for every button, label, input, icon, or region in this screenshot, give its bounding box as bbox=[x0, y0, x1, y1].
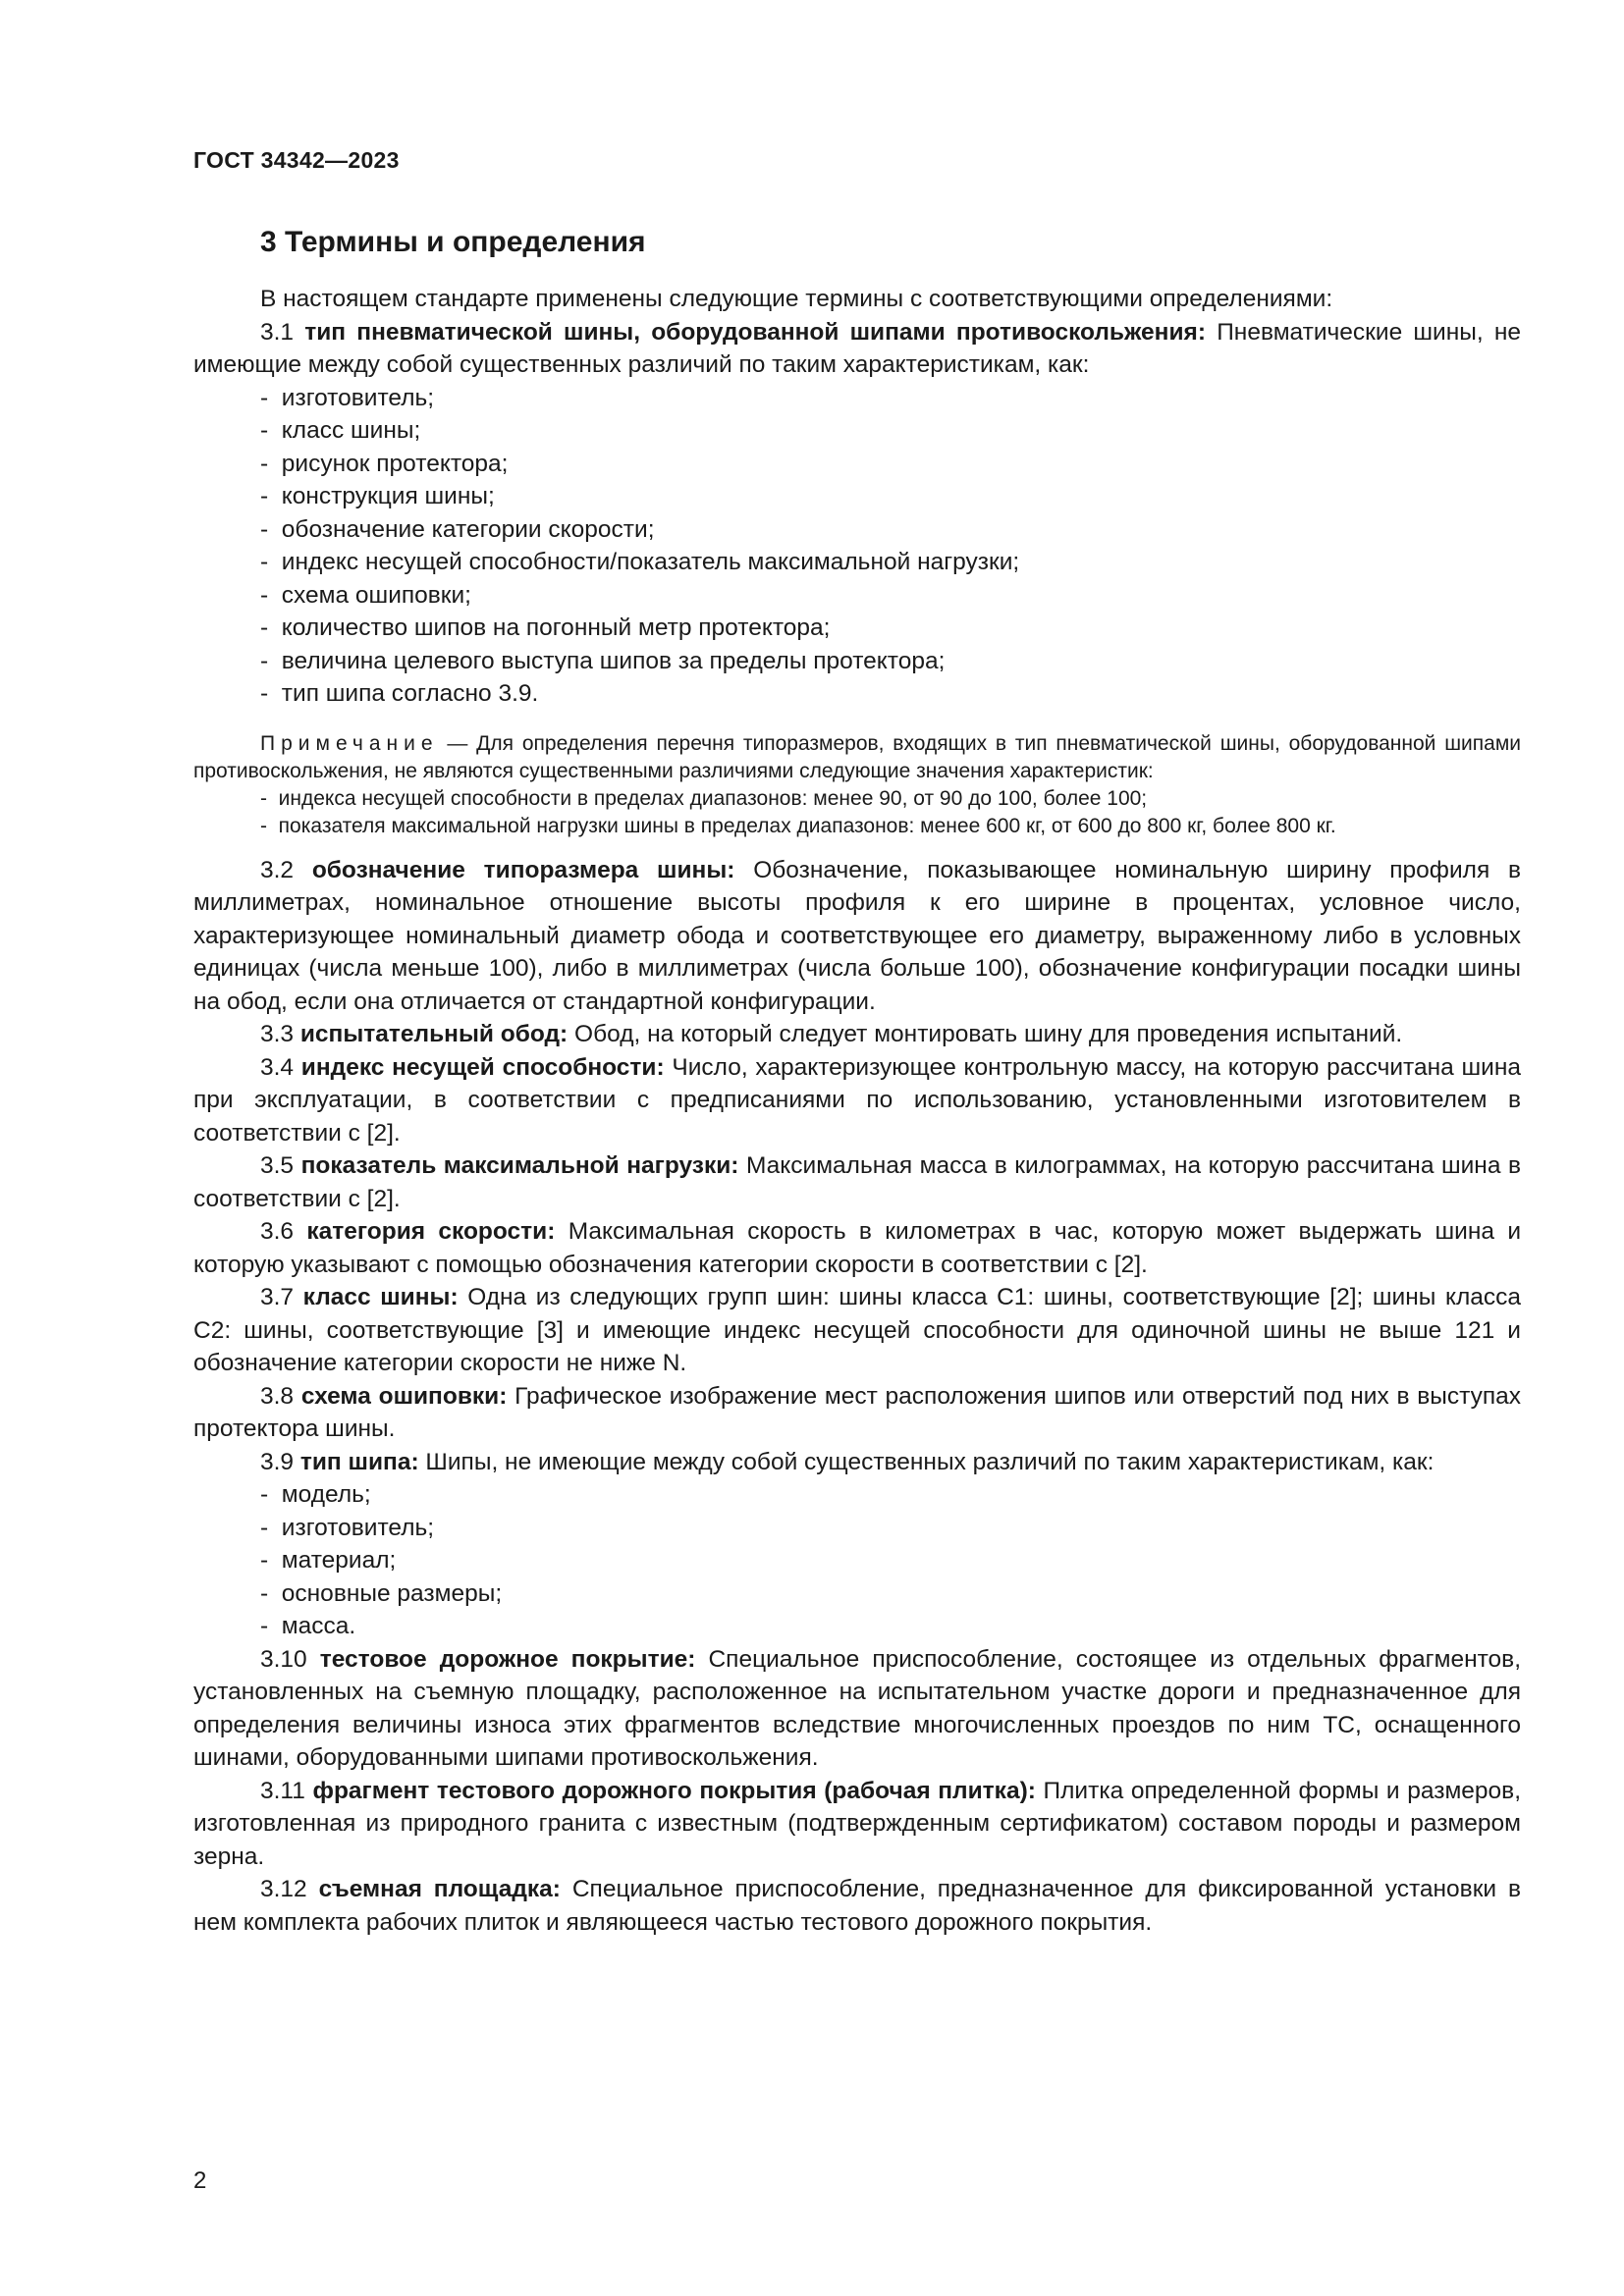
term-definition: Шипы, не имеющие между собой существенных различий по таким характеристикам, как: bbox=[425, 1448, 1435, 1475]
list-item: - индекса несущей способности в пределах диапазонов: менее 90, от 90 до 100, более 100; bbox=[260, 785, 1521, 813]
term-definition: Максимальная скорость в километрах в час, которую может выдержать шина и которую указывают с помощью обозначения категории скорости в соответствии с [2]. bbox=[193, 1218, 1521, 1278]
list-item: - показателя максимальной нагрузки шины в пределах диапазонов: менее 600 кг, от 600 до 800 кг, более 800 кг. bbox=[260, 813, 1521, 840]
term-3-6 bbox=[193, 1215, 1521, 1281]
term-name: фрагмент тестового дорожного покрытия (рабочая плитка): bbox=[312, 1777, 1036, 1804]
term-name: тестовое дорожное покрытие: bbox=[319, 1645, 696, 1673]
term-number: 3.7 bbox=[260, 1284, 295, 1310]
term-3-4 bbox=[193, 1051, 1521, 1150]
stud-type-characteristics-list bbox=[193, 1478, 1521, 1643]
list-item: - материал; bbox=[260, 1544, 1521, 1577]
term-3-10 bbox=[193, 1643, 1521, 1775]
term-name: испытательный обод: bbox=[299, 1021, 568, 1047]
term-number: 3.2 bbox=[260, 856, 295, 883]
term-name: класс шины: bbox=[302, 1284, 459, 1310]
list-item: - количество шипов на погонный метр протектора; bbox=[260, 612, 1521, 645]
term-definition: Число, характеризующее контрольную массу, на которую рассчитана шина при эксплуатации, в соответствии с предписаниями по использованию, установленными изготовителем в соответствии с [2]. bbox=[193, 1053, 1521, 1147]
term-number: 3.10 bbox=[260, 1645, 307, 1673]
term-number: 3.9 bbox=[260, 1448, 295, 1475]
document-header: ГОСТ 34342—2023 bbox=[193, 147, 400, 173]
term-3-3 bbox=[193, 1018, 1521, 1051]
page-number: 2 bbox=[193, 2167, 207, 2194]
term-name: индекс несущей способности: bbox=[300, 1053, 665, 1081]
term-definition: Обозначение, показывающее номинальную ширину профиля в миллиметрах, номинальное отношение высоты профиля к его ширине в процентах, условное число, характеризующее номинальный диаметр обода и соответствующее его диаметру, выраженному либо в условных единицах (числа меньше 100), либо в миллиметрах (числа больше 100), обозначение конфигурации посадки шины на обод, если она отличается от стандартной конфигурации. bbox=[193, 856, 1521, 1015]
note-label: Примечание bbox=[260, 731, 439, 755]
term-number: 3.4 bbox=[260, 1053, 295, 1081]
term-3-7 bbox=[193, 1281, 1521, 1380]
list-item: - тип шипа согласно 3.9. bbox=[260, 677, 1521, 711]
list-item: - основные размеры; bbox=[260, 1577, 1521, 1611]
term-name: съемная площадка: bbox=[318, 1876, 561, 1902]
note-list bbox=[193, 785, 1521, 840]
list-item: - изготовитель; bbox=[260, 382, 1521, 415]
term-definition: Специальное приспособление, предназначенное для фиксированной установки в нем комплекта рабочих плиток и являющееся частью тестового дорожного покрытия. bbox=[193, 1876, 1521, 1936]
term-definition: Максимальная масса в килограммах, на которую рассчитана шина в соответствии с [2]. bbox=[193, 1152, 1521, 1212]
term-definition: Специальное приспособление, состоящее из отдельных фрагментов, установленных на съемную площадку, расположенное на испытательном участке дороги и предназначенное для определения величины износа этих фрагментов вследствие многочисленных проездов по ним ТС, оснащенного шинами, оборудованными шипами противоскольжения. bbox=[193, 1645, 1522, 1771]
term-number: 3.1 bbox=[260, 318, 295, 346]
term-number: 3.11 bbox=[260, 1777, 305, 1804]
term-name: категория скорости: bbox=[306, 1218, 556, 1245]
list-item: - рисунок протектора; bbox=[260, 448, 1521, 481]
term-3-9 bbox=[193, 1446, 1521, 1479]
term-name: тип шипа: bbox=[299, 1448, 419, 1475]
term-name: схема ошиповки: bbox=[300, 1382, 508, 1410]
term-name: тип пневматической шины, оборудованной шипами противоскольжения: bbox=[304, 318, 1206, 346]
term-definition: Плитка определенной формы и размеров, изготовленная из природного гранита с известным (подтвержденным сертификатом) составом породы и размером зерна. bbox=[193, 1777, 1521, 1870]
term-name: показатель максимальной нагрузки: bbox=[300, 1152, 739, 1179]
list-item: - схема ошиповки; bbox=[260, 579, 1521, 613]
term-3-1 bbox=[193, 316, 1521, 382]
term-number: 3.5 bbox=[260, 1152, 295, 1179]
term-3-12 bbox=[193, 1873, 1521, 1939]
term-3-11 bbox=[193, 1775, 1521, 1874]
note-paragraph bbox=[193, 730, 1521, 785]
term-3-2 bbox=[193, 854, 1521, 1019]
section-title: 3 Термины и определения bbox=[260, 226, 646, 258]
tire-type-characteristics-list bbox=[193, 382, 1521, 711]
term-3-5 bbox=[193, 1149, 1521, 1215]
term-number: 3.8 bbox=[260, 1382, 295, 1410]
term-number: 3.12 bbox=[260, 1876, 307, 1902]
term-3-8 bbox=[193, 1380, 1521, 1446]
list-item: - индекс несущей способности/показатель максимальной нагрузки; bbox=[260, 546, 1521, 579]
term-definition: Графическое изображение мест расположения шипов или отверстий под них в выступах протектора шины. bbox=[193, 1382, 1521, 1442]
term-definition: Обод, на который следует монтировать шину для проведения испытаний. bbox=[574, 1021, 1403, 1047]
term-name: обозначение типоразмера шины: bbox=[311, 856, 735, 883]
document-body bbox=[193, 224, 1521, 1939]
term-definition: Пневматические шины, не имеющие между собой существенных различий по таким характеристикам, как: bbox=[193, 318, 1522, 378]
note-text: — Для определения перечня типоразмеров, входящих в тип пневматической шины, оборудованной шипами противоскольжения, не являются существенными различиями следующие значения характеристик: bbox=[193, 731, 1521, 782]
term-definition: Одна из следующих групп шин: шины класса С1: шины, соответствующие [2]; шины класса С2: шины, соответствующие [3] и имеющие индекс несущей способности для одиночной шины не выше 121 и обозначение категории скорости не ниже N. bbox=[193, 1284, 1522, 1376]
term-number: 3.3 bbox=[260, 1021, 295, 1047]
list-item: - обозначение категории скорости; bbox=[260, 513, 1521, 547]
list-item: - величина целевого выступа шипов за пределы протектора; bbox=[260, 645, 1521, 678]
term-number: 3.6 bbox=[260, 1218, 295, 1245]
list-item: - модель; bbox=[260, 1478, 1521, 1512]
list-item: - масса. bbox=[260, 1610, 1521, 1643]
list-item: - изготовитель; bbox=[260, 1512, 1521, 1545]
list-item: - конструкция шины; bbox=[260, 480, 1521, 513]
list-item: - класс шины; bbox=[260, 414, 1521, 448]
intro-paragraph: В настоящем стандарте применены следующие термины с соответствующими определениями: bbox=[260, 286, 1333, 312]
